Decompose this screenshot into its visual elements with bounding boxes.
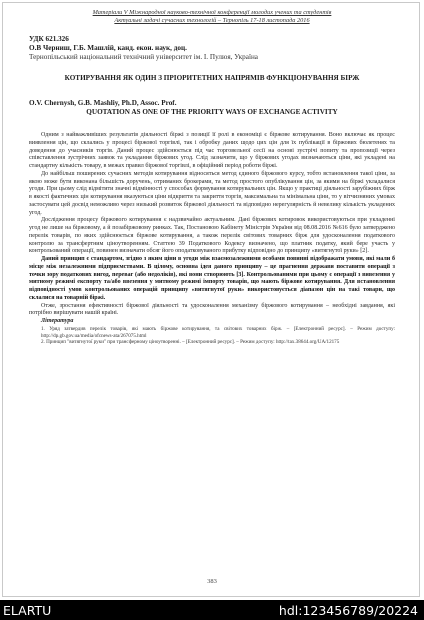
running-head [29, 9, 395, 25]
footer-bar [0, 600, 424, 620]
references-heading: Література [41, 318, 74, 325]
footer-repository-name: ELARTU [3, 602, 52, 618]
paragraph-2: До найбільш поширених сучасних методів котирування відносяться метод єдиного біржового курсу, тобто встановлення такої ціни, за якою може бути виконана більшість доручень, отриманих брокерами, та метод простого опублікування цін, за якими на біржі укладалися угоди. При цьому слід відмітити значні відмінності у способах формування котирувальних цін. Якщо у практиці діяльності зарубіжних бірж в якості фактичних цін котирування вказуються ціни відкриття та закриття торгів, максимальна та мінімальна ціни, то у вітчизняних умовах застосувати цей досвід неможливо через низький розвиток біржової діяльності та відповідно нерегулярність й невелику кількість укладених угод. [29, 170, 395, 216]
page-number: 383 [207, 578, 217, 585]
paragraph-3: Дослідження процесу біржового котирування є надзвичайно актуальним. Дані біржових котировок використовуються при укладенні угод не лише на біржовому, а й позабіржовому ринках. Так, Постановою Кабінету Міністрів України від 08.08.2016 №616 було затверджено перелік товарів, по яких здійснюється біржове котирування, а також перелік світових товарних бірж для удосконалення податкового контролю за трансфертним ціноутворенням. Статтею 39 Податкового Кодексу визначено, що платник податку, який бере участь у контрольований операції, повинен визначати обсяг його оподатковуваного прибутку відповідно до принципу «витягнутої руки» [2]. [29, 217, 395, 255]
document-page [2, 2, 420, 597]
title-ukrainian: КОТИРУВАННЯ ЯК ОДИН З ПРІОРИТЕТНИХ НАПРЯМІВ ФУНКЦІОНУВАННЯ БІРЖ [64, 74, 360, 82]
running-head-line1: Матеріали V Міжнародної науково-технічної конференції молодих учених та студентів [92, 9, 332, 16]
reference-1: 1. Уряд затвердив перелік товарів, які мають біржове котирування, та світових товарних бірж. – [Електронний ресурс]. – Режим доступу: http://dp.gb.gov.ua/media/ofcnews-ata/267075.html [41, 325, 395, 339]
authors: О.В Черниш, Г.Б. Машлій, канд. екон. наук, доц. [29, 44, 187, 52]
authors-english: O.V. Chernysh, G.B. Mashliy, Ph.D, Assoc. Prof. [29, 98, 177, 107]
running-head-line2: Актуальні задачі сучасних технологій – Тернопіль 17-18 листопада 2016 [114, 17, 310, 24]
reference-2: 2. Принцип "витягнутої руки" при трансферному ціноутворенні. – [Електронний ресурс]. – Режим доступу: http://tax.38644.org/UA/12175 [41, 339, 340, 346]
paragraph-bold: Даний принцип є стандартом, згідно з яким ціни в угоди між взаємозалежними особами повинні відображати умови, які мали б місце між незалежними підприємствами. В цілому, основна ідея даного принципу – це прагнення держави поставити операції з точки зору податкових вигод, переваг (або недоліків), які вони створюють [3]. Контрольованими при цьому є операції з вивезення у митному режимі експорту та/або ввезення у митному режимі імпорту товарів, що мають біржове котирування. Для встановлення відповідності умов контрольованих операцій принципу «витягнутої руки» використовується діапазон цін на такі товари, що склалися на товарній біржі. [29, 256, 395, 301]
title-english: QUOTATION AS ONE OF THE PRIORITY WAYS OF EXCHANGE ACTIVITY [86, 107, 338, 116]
paragraph-closing: Отже, зростання ефективності біржової діяльності та удосконалення механізму біржового котирування – необхідні завдання, які потрібно вирішувати нашій країні. [29, 302, 395, 317]
footer-handle[interactable]: hdl:123456789/20224 [278, 602, 418, 618]
udc-code: УДК 621.326 [29, 35, 69, 43]
affiliation: Тернопільський національний технічний університет ім. І. Пулюя, Україна [29, 53, 258, 61]
page-content [29, 9, 395, 346]
article-body [29, 132, 395, 346]
paragraph-1: Одним з найважливіших результатів діяльності біржі з позиції її ролі в економіці є біржове котирування. Воно включає як процес виявлення цін, що склались у процесі біржової торгівлі, так і обробку даних щодо цих цін для їх публікації в біржових бюлетенях та доведення до учасників торгів. Даний процес здійснюється під час торговельної сесії на основі зустрічі попиту та пропозиції через співставлення зустрічних заявок та укладання біржових угод. Слід зазначити, що у біржових угодах визначаються ціни, які укладені на стандартну кількість товару, в межах правил біржової торгівлі, в офіційний період роботи біржі. [29, 132, 395, 170]
